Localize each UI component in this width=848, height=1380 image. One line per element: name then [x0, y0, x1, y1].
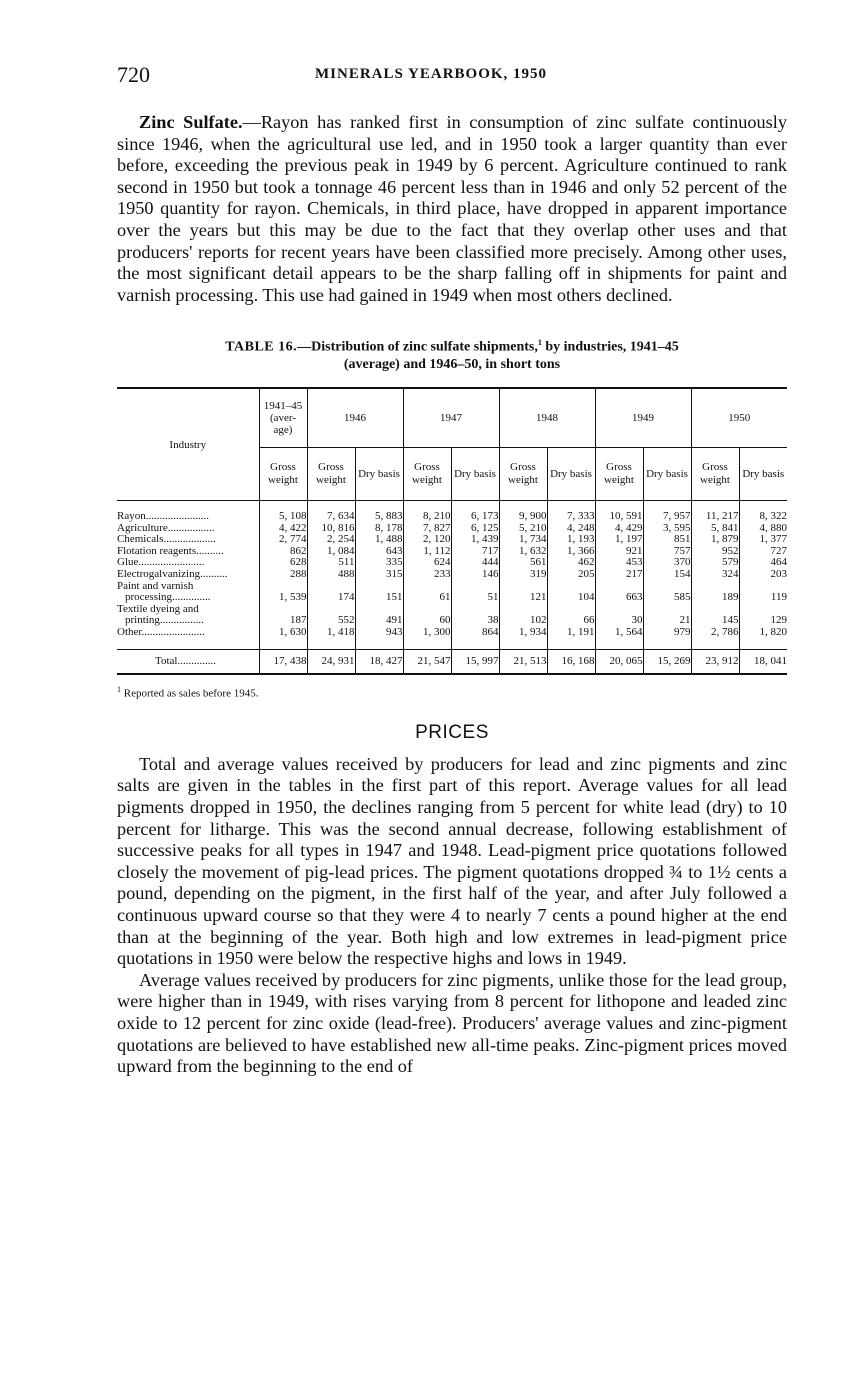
table-cell: 7, 957	[643, 511, 691, 523]
table-container	[117, 387, 787, 675]
row-industry-name	[117, 511, 259, 523]
row-industry-label: Total	[155, 654, 178, 667]
table-cell: 217	[595, 569, 643, 581]
table-cell: 21, 547	[403, 649, 451, 674]
table-cell: 8, 178	[355, 523, 403, 535]
table-cell: 6, 173	[451, 511, 499, 523]
table-cell: 9, 900	[499, 511, 547, 523]
table-cell: 1, 193	[547, 534, 595, 546]
row-industry-name-line1: Paint and varnish	[117, 580, 194, 592]
leader-dots: ...................	[163, 534, 216, 546]
row-industry-name	[117, 569, 259, 581]
page-header	[117, 62, 787, 92]
col-year-1946: 1946	[307, 388, 403, 448]
row-industry-name	[117, 581, 259, 604]
row-industry-label: Rayon	[117, 511, 146, 522]
table-cell: 15, 269	[643, 649, 691, 674]
sub-gross: Gross weight	[259, 448, 307, 501]
col-industry: Industry	[169, 438, 207, 451]
leader-dots: ..............	[172, 591, 211, 604]
table-body	[117, 501, 787, 675]
zinc-sulfate-table	[117, 387, 787, 675]
table-row	[117, 581, 787, 604]
sub-gross: Gross weight	[499, 448, 547, 501]
table-cell: 979	[643, 627, 691, 639]
table-cell: 18, 427	[355, 649, 403, 674]
row-industry-label: Agriculture	[117, 522, 168, 534]
table-cell: 30	[595, 604, 643, 627]
table-title-line1: —Distribution of zinc sulfate shipments,	[297, 340, 538, 355]
table-header-years	[117, 388, 787, 448]
table-cell: 1, 564	[595, 627, 643, 639]
prices-paragraph-1: Total and average values received by producers for lead and zinc pigments and zinc salts are given in the tables in the first part of this report. Average values for all lead pigments dropped in 1950, the declines ranging from 5 percent for white lead (dry) to 10 percent for litharge. This was the second annual decrease, following establishment of successive peaks for all types in 1947 and 1948. Lead-pigment price quotations followed closely the movement of pig-lead prices. The pigment quotations dropped ¾ to 1½ cents a pound, depending on the pigment, in the first half of the year, and after July followed a continuous upward course so that they were 4 to nearly 7 cents a pound higher at the end than at the beginning of the year. Both high and low extremes in lead-pigment price quotations in 1950 were below the respective highs and lows in 1949.	[117, 753, 787, 969]
leader-dots: ........................	[138, 557, 205, 569]
table-cell: 1, 197	[595, 534, 643, 546]
col-year-1947: 1947	[403, 388, 499, 448]
table-cell: 370	[643, 557, 691, 569]
table-cell: 444	[451, 557, 499, 569]
table-cell: 2, 120	[403, 534, 451, 546]
leader-dots: ..............	[177, 654, 216, 667]
col-year-1949: 1949	[595, 388, 691, 448]
table-cell: 23, 912	[691, 649, 739, 674]
table-cell: 5, 108	[259, 511, 307, 523]
table-footnote	[117, 685, 787, 700]
table-cell: 2, 786	[691, 627, 739, 639]
table-cell: 4, 880	[739, 523, 787, 535]
sub-dry: Dry basis	[739, 448, 787, 501]
table-cell: 60	[403, 604, 451, 627]
table-cell: 15, 997	[451, 649, 499, 674]
table-cell: 4, 429	[595, 523, 643, 535]
page-number: 720	[117, 62, 150, 87]
row-industry-label: Other	[117, 626, 142, 638]
table-cell: 16, 168	[547, 649, 595, 674]
table-cell: 663	[595, 581, 643, 604]
table-row	[117, 569, 787, 581]
table-title-line1b: by industries, 1941–45	[541, 340, 679, 355]
table-cell: 561	[499, 557, 547, 569]
table-cell: 10, 816	[307, 523, 355, 535]
row-industry-name	[117, 534, 259, 546]
running-title: MINERALS YEARBOOK, 1950	[315, 66, 548, 82]
table-cell: 1, 300	[403, 627, 451, 639]
table-cell: 102	[499, 604, 547, 627]
table-cell: 288	[259, 569, 307, 581]
table-cell: 1, 377	[739, 534, 787, 546]
table-cell: 1, 734	[499, 534, 547, 546]
table-cell: 7, 333	[547, 511, 595, 523]
table-cell: 154	[643, 569, 691, 581]
col-year-1948: 1948	[499, 388, 595, 448]
footnote-text: Reported as sales before 1945.	[121, 687, 259, 700]
table-cell: 145	[691, 604, 739, 627]
table-cell: 10, 591	[595, 511, 643, 523]
row-industry-label: Electrogalvanizing	[117, 568, 201, 580]
table-cell: 21, 513	[499, 649, 547, 674]
table-cell: 643	[355, 546, 403, 558]
table-row-total	[117, 649, 787, 674]
table-cell: 324	[691, 569, 739, 581]
table-cell: 5, 841	[691, 523, 739, 535]
table-cell: 319	[499, 569, 547, 581]
table-cell: 727	[739, 546, 787, 558]
table-cell: 18, 041	[739, 649, 787, 674]
zinc-sulfate-lead: Zinc Sulfate.	[139, 112, 243, 132]
row-industry-name-line1: Textile dyeing and	[117, 603, 199, 615]
leader-dots: .......................	[145, 511, 209, 522]
table-cell: 66	[547, 604, 595, 627]
table-cell: 628	[259, 557, 307, 569]
table-cell: 17, 438	[259, 649, 307, 674]
row-industry-name	[117, 546, 259, 558]
footnote-mark: 1	[117, 685, 121, 695]
table-cell: 1, 191	[547, 627, 595, 639]
table-cell: 129	[739, 604, 787, 627]
sub-gross: Gross weight	[307, 448, 355, 501]
table-cell: 1, 112	[403, 546, 451, 558]
row-industry-name	[117, 604, 259, 627]
table-cell: 453	[595, 557, 643, 569]
sub-gross: Gross weight	[691, 448, 739, 501]
table-cell: 624	[403, 557, 451, 569]
table-cell: 717	[451, 546, 499, 558]
table-cell: 5, 883	[355, 511, 403, 523]
leader-dots: .................	[167, 522, 215, 534]
table-cell: 2, 254	[307, 534, 355, 546]
table-cell: 203	[739, 569, 787, 581]
table-cell: 1, 630	[259, 627, 307, 639]
table-cell: 1, 879	[691, 534, 739, 546]
table-cell: 5, 210	[499, 523, 547, 535]
row-industry-label: Chemicals	[117, 534, 164, 546]
table-cell: 335	[355, 557, 403, 569]
table-title	[117, 334, 787, 373]
table-cell: 233	[403, 569, 451, 581]
table-row	[117, 511, 787, 523]
table-spacer	[117, 639, 787, 650]
table-cell: 462	[547, 557, 595, 569]
table-cell: 491	[355, 604, 403, 627]
table-cell: 464	[739, 557, 787, 569]
table-cell: 38	[451, 604, 499, 627]
table-cell: 174	[307, 581, 355, 604]
table-cell: 61	[403, 581, 451, 604]
table-cell: 205	[547, 569, 595, 581]
section-heading-prices: PRICES	[415, 721, 489, 743]
prices-paragraph-2: Average values received by producers for zinc pigments, unlike those for the lead group, were higher than in 1949, with rises varying from 8 percent for lithopone and leaded zinc oxide to 12 percent for zinc oxide (lead-free). Producers' average values and zinc-pigment quotations are believed to have established new all-time peaks. Zinc-pigment prices moved upward from the beginning to the end of	[117, 969, 787, 1077]
row-industry-name	[117, 627, 259, 639]
row-industry-label: Flotation reagents	[117, 545, 197, 557]
table-cell: 552	[307, 604, 355, 627]
row-industry-name	[117, 649, 259, 674]
table-cell: 1, 934	[499, 627, 547, 639]
row-industry-name	[117, 557, 259, 569]
zinc-sulfate-paragraph	[117, 112, 787, 306]
table-cell: 20, 065	[595, 649, 643, 674]
table-title-label: TABLE 16.	[225, 340, 298, 355]
page	[117, 62, 787, 1078]
col-avg-label: 1941–45 (aver- age)	[263, 400, 303, 436]
table-cell: 488	[307, 569, 355, 581]
table-cell: 189	[691, 581, 739, 604]
table-cell: 1, 488	[355, 534, 403, 546]
table-cell: 119	[739, 581, 787, 604]
table-cell: 6, 125	[451, 523, 499, 535]
table-cell: 7, 827	[403, 523, 451, 535]
row-industry-label: Glue	[117, 557, 139, 569]
table-cell: 121	[499, 581, 547, 604]
col-year-1950: 1950	[691, 388, 787, 448]
table-cell: 921	[595, 546, 643, 558]
table-cell: 1, 632	[499, 546, 547, 558]
sub-gross: Gross weight	[595, 448, 643, 501]
table-cell: 862	[259, 546, 307, 558]
col-1941-45-avg	[259, 388, 307, 448]
table-cell: 151	[355, 581, 403, 604]
table-cell: 187	[259, 604, 307, 627]
sub-dry: Dry basis	[355, 448, 403, 501]
table-cell: 24, 931	[307, 649, 355, 674]
table-cell: 952	[691, 546, 739, 558]
table-cell: 579	[691, 557, 739, 569]
table-cell: 943	[355, 627, 403, 639]
table-cell: 851	[643, 534, 691, 546]
row-industry-name-line2: printing	[125, 614, 160, 627]
table-row	[117, 627, 787, 639]
table-cell: 4, 248	[547, 523, 595, 535]
table-cell: 1, 418	[307, 627, 355, 639]
table-cell: 3, 595	[643, 523, 691, 535]
table-cell: 7, 634	[307, 511, 355, 523]
sub-dry: Dry basis	[547, 448, 595, 501]
row-industry-name-line2: processing	[125, 591, 173, 604]
zinc-sulfate-text: —Rayon has ranked first in consumption of zinc sulfate continuously since 1946, when the agricultural use led, and in 1950 took a larger quantity than ever before, exceeding the previous peak in 1949 by 6 percent. Agriculture continued to rank second in 1950 but took a tonnage 46 percent less than in 1946 and only 52 percent of the 1950 quantity for rayon. Chemicals, in third place, have dropped in apparent importance over the years but this may be due to the fact that they overlap other uses and that producers' reports for recent years have been classified more precisely. Among other uses, the most significant detail appears to be the sharp falling off in shipments for paint and varnish processing. This use had gained in 1949 when most others declined.	[117, 112, 787, 305]
table-title-footnote-ref: 1	[537, 338, 542, 348]
table-cell: 1, 366	[547, 546, 595, 558]
sub-gross: Gross weight	[403, 448, 451, 501]
table-cell: 104	[547, 581, 595, 604]
table-cell: 11, 217	[691, 511, 739, 523]
table-row	[117, 604, 787, 627]
table-cell: 8, 322	[739, 511, 787, 523]
table-cell: 1, 539	[259, 581, 307, 604]
table-cell: 1, 820	[739, 627, 787, 639]
table-cell: 8, 210	[403, 511, 451, 523]
table-cell: 4, 422	[259, 523, 307, 535]
table-cell: 585	[643, 581, 691, 604]
table-cell: 315	[355, 569, 403, 581]
sub-dry: Dry basis	[643, 448, 691, 501]
table-cell: 864	[451, 627, 499, 639]
leader-dots: .......................	[141, 626, 205, 638]
table-cell: 21	[643, 604, 691, 627]
leader-dots: ..........	[196, 545, 224, 557]
table-cell: 757	[643, 546, 691, 558]
table-cell: 51	[451, 581, 499, 604]
sub-dry: Dry basis	[451, 448, 499, 501]
table-cell: 1, 084	[307, 546, 355, 558]
leader-dots: ..........	[200, 568, 228, 580]
row-industry-name	[117, 523, 259, 535]
table-title-line2: (average) and 1946–50, in short tons	[343, 357, 561, 372]
leader-dots: ................	[159, 614, 204, 627]
table-cell: 511	[307, 557, 355, 569]
table-cell: 1, 439	[451, 534, 499, 546]
table-cell: 2, 774	[259, 534, 307, 546]
table-cell: 146	[451, 569, 499, 581]
